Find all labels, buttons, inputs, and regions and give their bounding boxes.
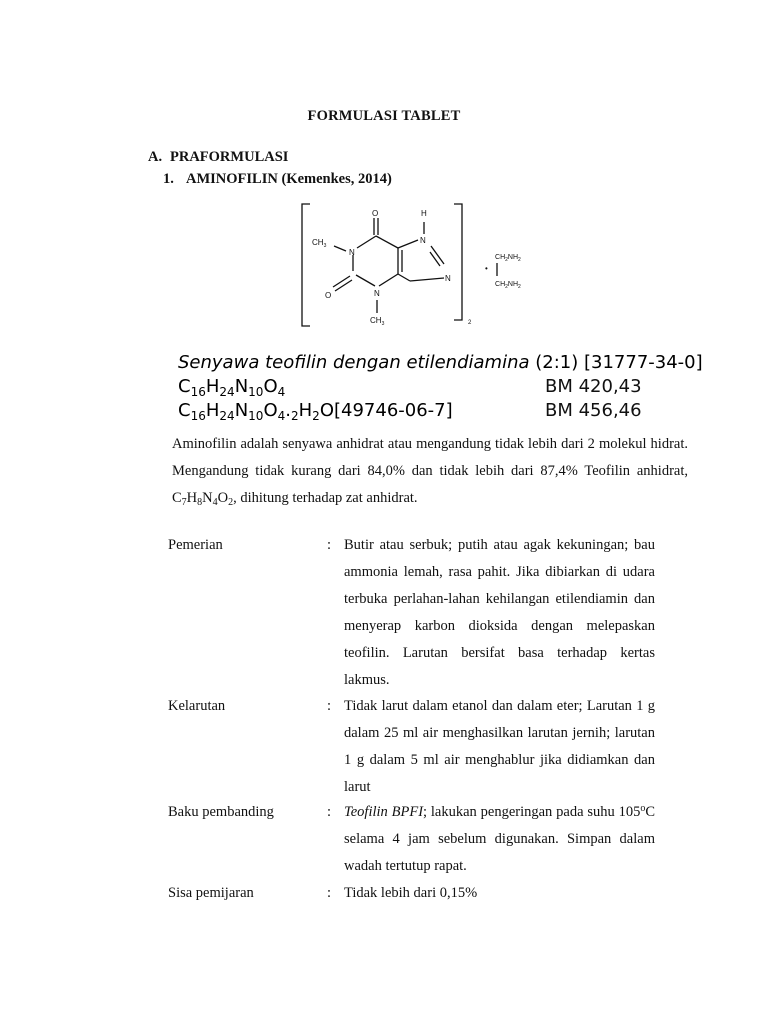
- value-part-b: C selama 4 jam sebelum digunakan. Simpan dalam wadah tertutup rapat.: [344, 804, 656, 874]
- h-letter: H: [186, 490, 198, 506]
- atom-n-1: N: [349, 248, 355, 257]
- property-value: Tidak lebih dari 0,15%: [344, 885, 478, 901]
- atom-n-3: N: [374, 289, 380, 298]
- degree-sup: o: [640, 803, 646, 814]
- formula-hydrate: $C_{16}H_{24}N_{10}O_4._2H_2O[49746-06-7]$: [178, 400, 453, 423]
- compound-name: Senyawa teofilin dengan etilendiamina: [178, 352, 530, 373]
- formula-anhydrous: $C_{16}H_{24}N_{10}O_4$: [178, 376, 286, 399]
- atom-ch3-left: $CH_3$: [312, 238, 327, 249]
- bm-hydrate: BM 456,46: [545, 400, 642, 421]
- atom-o-top: O: [372, 209, 379, 218]
- ethylenediamine-dot: •: [485, 264, 488, 273]
- section-heading: [148, 149, 288, 166]
- sub-8: 8: [197, 497, 203, 508]
- compound-name-line: [178, 352, 703, 373]
- bracket-subscript: 2: [468, 320, 472, 326]
- sub-4: 4: [212, 497, 218, 508]
- n-letter: N: [202, 490, 213, 506]
- atom-o-left: O: [325, 291, 332, 300]
- description-part2: , dihitung terhadap zat anhidrat.: [233, 490, 418, 506]
- value-part-a: ; lakukan pengeringan pada suhu 105: [423, 804, 641, 820]
- property-label: Baku pembanding: [168, 804, 274, 820]
- atom-h: H: [421, 209, 427, 218]
- property-colon: :: [327, 698, 332, 714]
- atom-n-9: N: [445, 274, 451, 283]
- property-label: Kelarutan: [168, 698, 226, 714]
- property-label: Pemerian: [168, 537, 223, 553]
- subsection-title: AMINOFILIN (Kemenkes, 2014): [186, 171, 392, 187]
- property-value: [344, 799, 655, 880]
- atom-n-7: N: [420, 236, 426, 245]
- compound-cas: (2:1) [31777-34-0]: [535, 352, 703, 373]
- sub-2: 2: [228, 497, 234, 508]
- section-title: PRAFORMULASI: [170, 149, 289, 165]
- reference-standard: Teofilin BPFI: [344, 804, 424, 820]
- description-part1: Aminofilin adalah senyawa anhidrat atau mengandung tidak lebih dari 2 molekul hidrat. Mengandung tidak kurang dari 84,0% dan tidak lebih dari 87,4% Teofilin anhidrat, C: [172, 436, 688, 506]
- atom-ch3-bottom: $CH_3$: [370, 316, 385, 327]
- ethylenediamine-top: $CH_2NH_2$: [495, 254, 521, 263]
- property-label: Sisa pemijaran: [168, 885, 254, 901]
- ethylenediamine-bottom: $CH_2NH_2$: [495, 281, 521, 290]
- property-colon: :: [327, 537, 332, 553]
- property-colon: :: [327, 804, 332, 820]
- description-paragraph: [172, 431, 688, 512]
- aminophylline-structure: [290, 196, 550, 336]
- bm-anhydrous: BM 420,43: [545, 376, 642, 397]
- sub-7: 7: [181, 497, 187, 508]
- subsection-number: 1.: [163, 171, 174, 187]
- property-value: Butir atau serbuk; putih atau agak kekuningan; bau ammonia lemah, rasa pahit. Jika dibiarkan di udara terbuka perlahan-lahan kehilangan etilendiamin dan menyerap karbon dioksida dengan melepaskan teofilin. Larutan bersifat basa terhadap kertas lakmus.: [344, 537, 655, 688]
- page-title: FORMULASI TABLET: [307, 108, 461, 124]
- section-label: A.: [148, 149, 163, 165]
- property-colon: :: [327, 885, 332, 901]
- o-letter: O: [217, 490, 229, 506]
- subsection-heading: [163, 171, 392, 188]
- property-value: Tidak larut dalam etanol dan dalam eter; Larutan 1 g dalam 25 ml air menghasilkan larutan jernih; larutan 1 g dalam 5 ml air menghablur jika didiamkan dan larut: [344, 698, 655, 795]
